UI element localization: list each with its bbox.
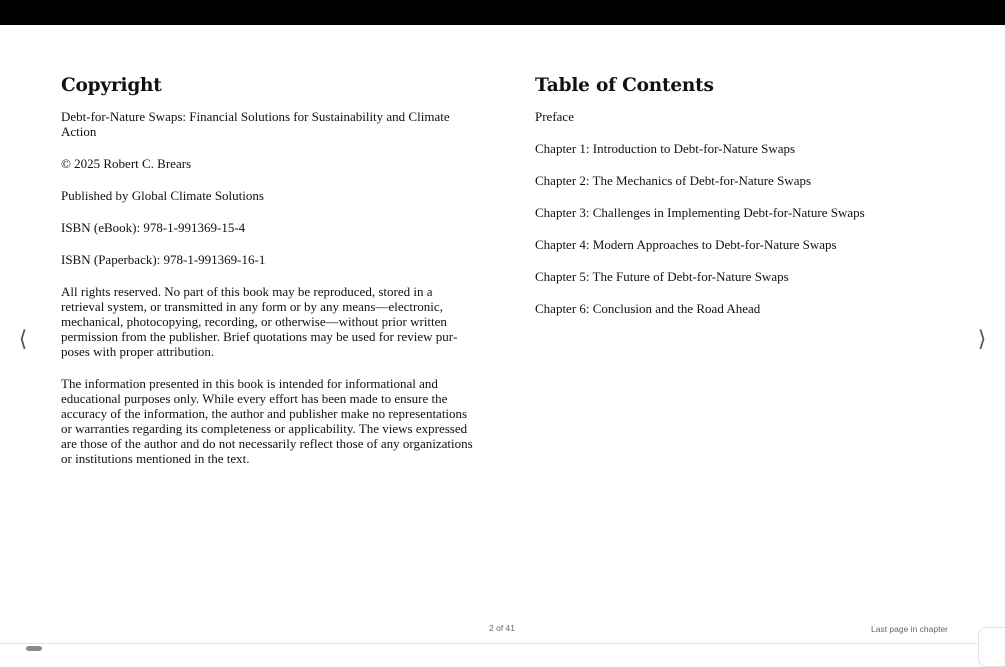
window-title-bar <box>0 0 1005 25</box>
page-indicator: 2 of 41 <box>489 623 515 633</box>
table-of-contents-page <box>535 74 935 333</box>
publisher-line: Published by Global Climate Solutions <box>61 188 264 203</box>
isbn-paperback: ISBN (Paperback): 978-1-991369-16-1 <box>61 252 266 267</box>
chevron-left-icon: ⟨ <box>18 327 28 352</box>
horizontal-scrollbar-thumb[interactable] <box>26 646 42 651</box>
chapter-status-label: Last page in chapter <box>870 624 949 634</box>
toc-heading: Table of Contents <box>535 75 714 96</box>
previous-page-button[interactable] <box>13 326 33 354</box>
next-page-button[interactable] <box>972 326 992 354</box>
disclaimer-statement: The information presented in this book is intended for informational and educational purposes only. While every effort has been made to ensure the accuracy of the information, the author and publisher make no representations or warranties regarding its completeness or applicability. The views expressed are those of the author and do not necessarily reflect those of any organizations or institutions mentioned in the text. <box>61 376 473 466</box>
toc-link-chapter-1[interactable]: Chapter 1: Introduction to Debt-for-Nature Swaps <box>535 141 796 156</box>
isbn-ebook: ISBN (eBook): 978-1-991369-15-4 <box>61 220 246 235</box>
copyright-page <box>61 74 473 483</box>
chevron-right-icon: ⟩ <box>977 327 987 352</box>
copyright-heading: Copyright <box>61 75 162 96</box>
bottom-divider <box>0 643 1005 644</box>
rights-statement: All rights reserved. No part of this book may be reproduced, stored in a retrieval system, or transmitted in any form or by any means—electronic, mechanical, photocopying, recording, or otherwise—without prior written permission from the publisher. Brief quotations may be used for review purposes with proper attribution. <box>61 284 458 359</box>
toc-link-chapter-3[interactable]: Chapter 3: Challenges in Implementing Debt-for-Nature Swaps <box>535 205 865 220</box>
toc-link-chapter-6[interactable]: Chapter 6: Conclusion and the Road Ahead <box>535 301 761 316</box>
toc-link-chapter-5[interactable]: Chapter 5: The Future of Debt-for-Nature Swaps <box>535 269 789 284</box>
toc-link-chapter-2[interactable]: Chapter 2: The Mechanics of Debt-for-Nature Swaps <box>535 173 812 188</box>
copyright-notice: © 2025 Robert C. Brears <box>61 156 192 171</box>
book-title-line: Debt-for-Nature Swaps: Financial Solutions for Sustainability and Climate Action <box>61 109 450 139</box>
toc-link-chapter-4[interactable]: Chapter 4: Modern Approaches to Debt-for-Nature Swaps <box>535 237 837 252</box>
corner-panel[interactable] <box>978 627 1005 667</box>
toc-link-preface[interactable]: Preface <box>535 109 574 124</box>
